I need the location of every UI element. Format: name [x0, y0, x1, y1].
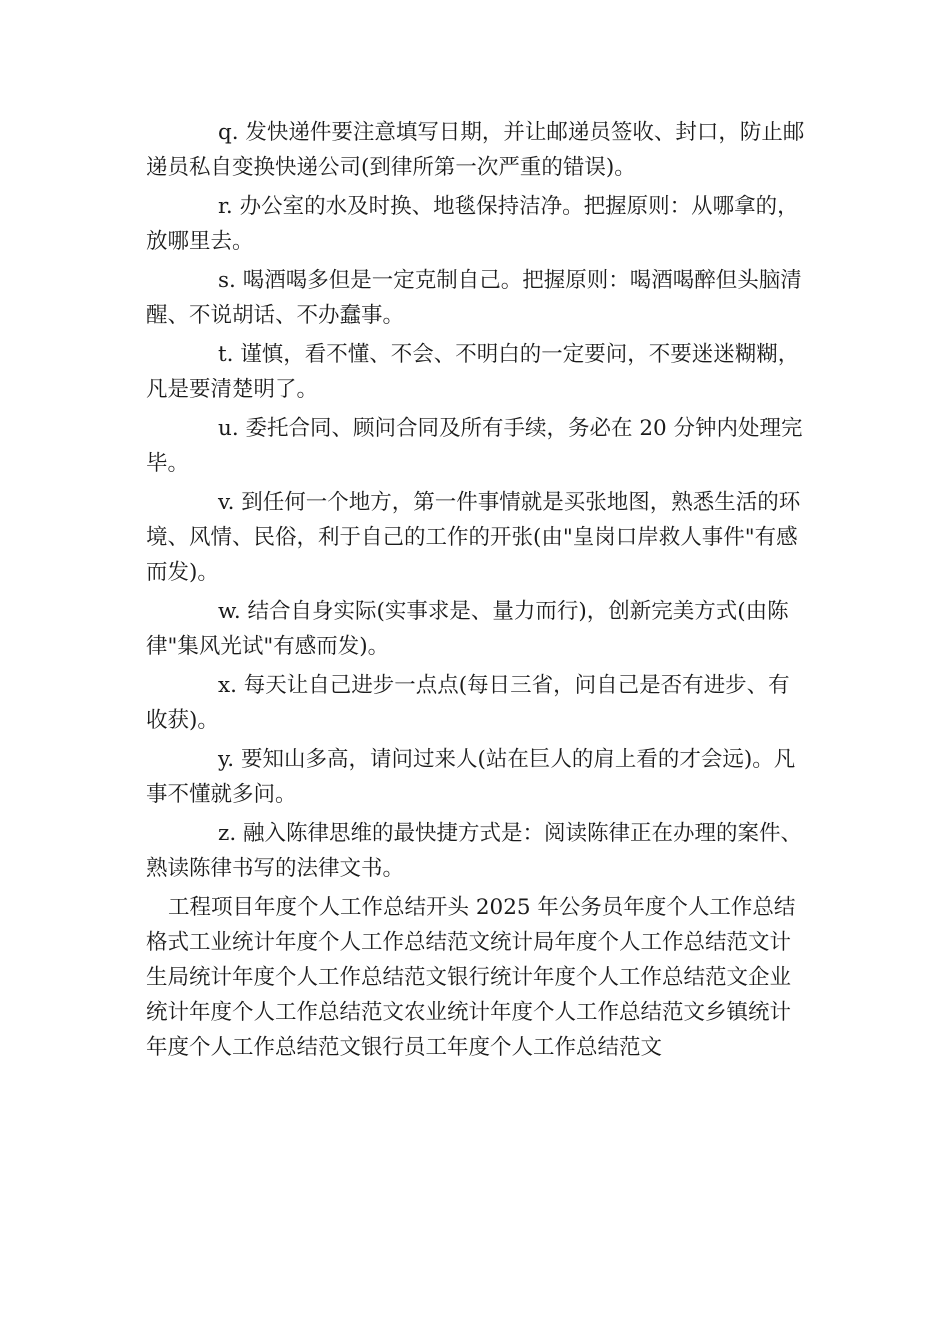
list-item-v: v. 到任何一个地方，第一件事情就是买张地图，熟悉生活的环境、风情、民俗，利于自己的工作的开张(由"皇岗口岸救人事件"有感而发)。 [146, 490, 801, 585]
list-item-r: r. 办公室的水及时换、地毯保持洁净。把握原则：从哪拿的，放哪里去。 [146, 194, 799, 254]
list-item-w: w. 结合自身实际(实事求是、量力而行)，创新完美方式(由陈律"集风光试"有感而发)。 [146, 599, 789, 659]
list-item-t: t. 谨慎，看不懂、不会、不明白的一定要问，不要迷迷糊糊，凡是要清楚明了。 [146, 342, 800, 402]
related-articles-text: 工程项目年度个人工作总结开头 2025 年公务员年度个人工作总结格式工业统计年度个人工作总结范文统计局年度个人工作总结范文计生局统计年度个人工作总结范文银行统计年度个人工作总结范文企业统计年度个人工作总结范文农业统计年度个人工作总结范文乡镇统计年度个人工作总结范文银行员工年度个人工作总结范文 [146, 895, 796, 1060]
list-item-z: z. 融入陈律思维的最快捷方式是：阅读陈律正在办理的案件、熟读陈律书写的法律文书。 [146, 821, 802, 881]
document-page [146, 115, 811, 1065]
list-item-s: s. 喝酒喝多但是一定克制自己。把握原则：喝酒喝醉但头脑清醒、不说胡话、不办蠢事。 [146, 268, 802, 328]
list-item-q: q. 发快递件要注意填写日期，并让邮递员签收、封口，防止邮递员私自变换快递公司(到律所第一次严重的错误)。 [146, 120, 805, 180]
list-item-u: u. 委托合同、顾问合同及所有手续，务必在 20 分钟内处理完毕。 [146, 416, 803, 476]
list-item-y: y. 要知山多高，请问过来人(站在巨人的肩上看的才会远)。凡事不懂就多问。 [146, 747, 796, 807]
list-item-x: x. 每天让自己进步一点点(每日三省，问自己是否有进步、有收获)。 [146, 673, 790, 733]
